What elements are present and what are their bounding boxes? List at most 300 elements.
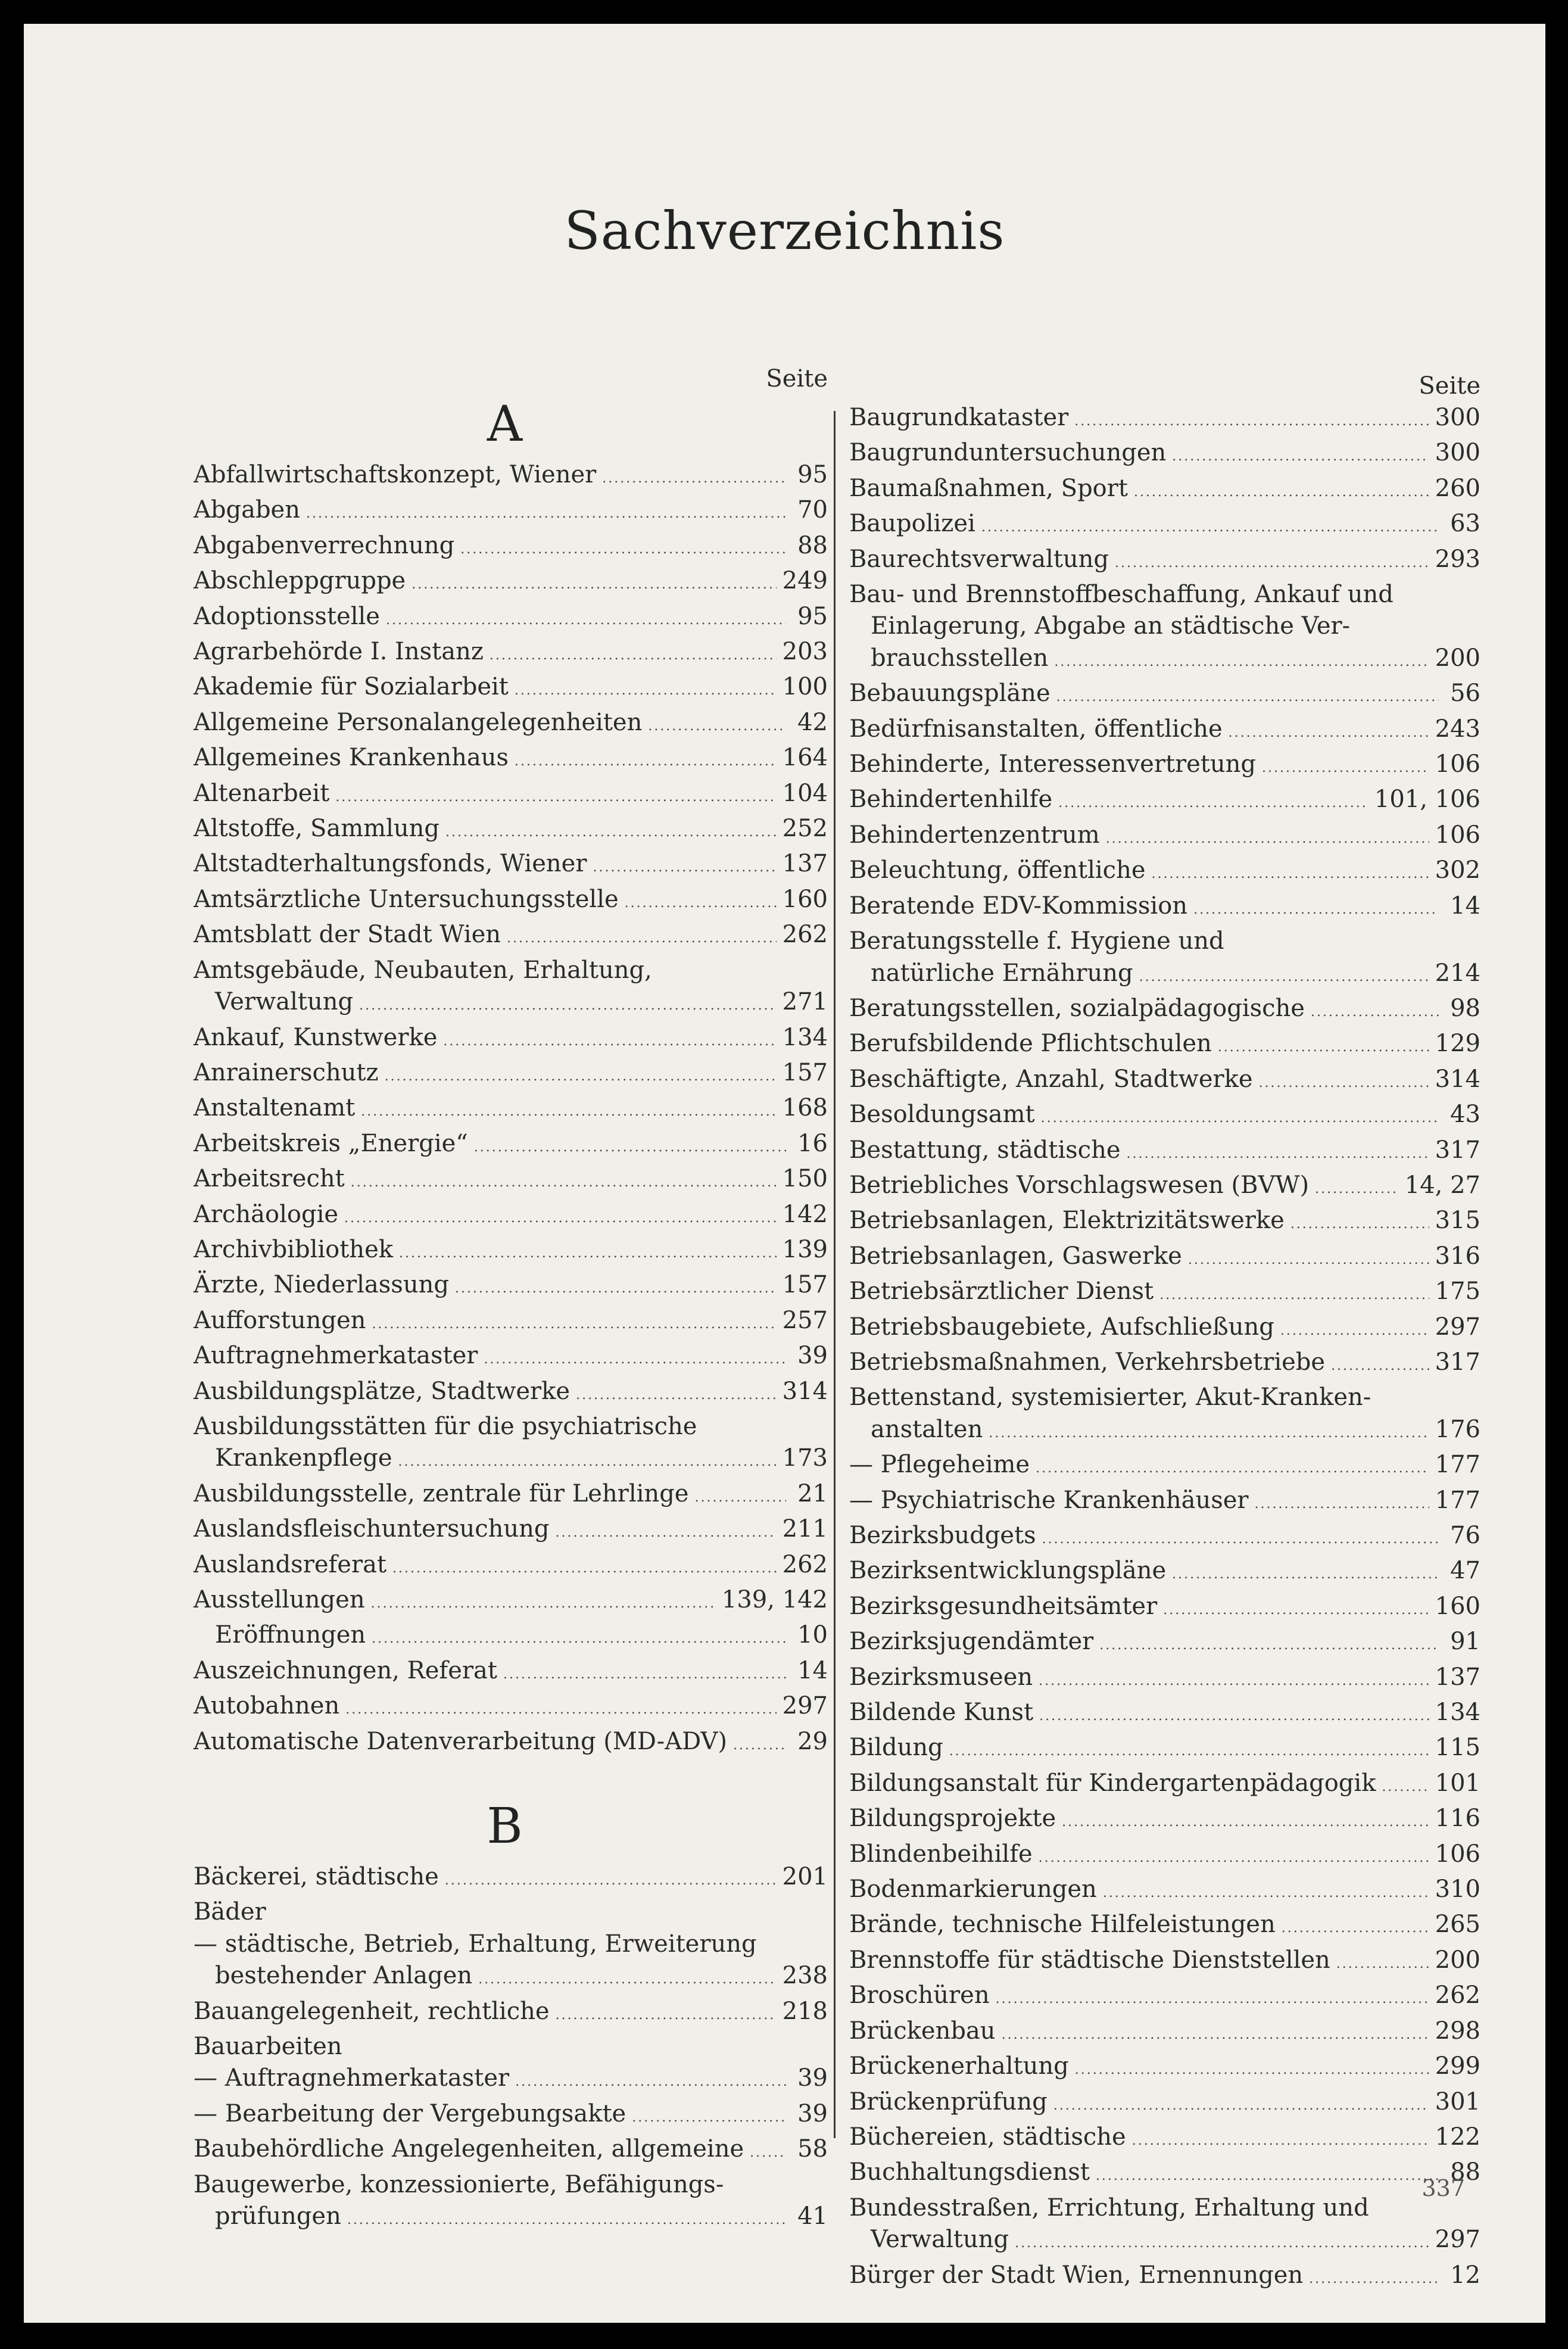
entry-page: 21 (797, 1479, 828, 1507)
entry-page: 300 (1435, 439, 1480, 467)
entry-text: Ausbildungsstelle, zentrale für Lehrlinge (194, 1479, 689, 1507)
entry-text: Baurechtsverwaltung (849, 545, 1109, 573)
leader-dots (1188, 1244, 1429, 1276)
entry-page: 265 (1435, 1911, 1480, 1939)
leader-dots (386, 605, 786, 636)
entry-page: 104 (782, 779, 828, 807)
index-entry (849, 1803, 1480, 1838)
entry-text: Bettenstand, systemisierter, Akut-Kranken- (849, 1384, 1371, 1412)
entry-page: 116 (1435, 1805, 1480, 1833)
entry-page: 200 (1435, 1946, 1480, 1974)
index-entry (194, 636, 828, 671)
entry-page: 134 (1435, 1699, 1480, 1727)
entry-page: 115 (1435, 1734, 1480, 1762)
entry-text: — städtische, Betrieb, Erhaltung, Erweiterung (194, 1930, 757, 1958)
entry-page: 211 (782, 1515, 828, 1543)
entry-page: 160 (782, 885, 828, 913)
entry-page: 157 (782, 1058, 828, 1086)
entry-text: Beratungsstellen, sozialpädagogische (849, 994, 1305, 1022)
entry-page: 301 (1435, 2088, 1480, 2116)
entry-text: Ausstellungen (194, 1586, 365, 1613)
index-entry (194, 1478, 828, 1513)
index-entry (849, 544, 1480, 579)
entry-text: Archivbibliothek (194, 1235, 393, 1263)
leader-dots (503, 1659, 786, 1690)
page-number: 337 (1422, 2175, 1465, 2201)
index-entry (194, 813, 828, 848)
entry-page: 10 (797, 1621, 828, 1649)
entry-text: Altstadterhaltungsfonds, Wiener (194, 850, 587, 878)
leader-dots (345, 1694, 776, 1725)
entry-page: 139, 142 (721, 1586, 828, 1613)
entry-text: Brände, technische Hilfeleistungen (849, 1911, 1276, 1939)
right-entries (849, 402, 1480, 2295)
entry-text: Auszeichnungen, Referat (194, 1656, 497, 1684)
entry-page: 76 (1450, 1522, 1480, 1549)
leader-dots (1172, 1559, 1439, 1590)
entry-text: — Auftragnehmerkataster (194, 2064, 510, 2092)
entry-page: 16 (797, 1129, 828, 1157)
entry-text: Bezirksgesundheitsämter (849, 1592, 1158, 1620)
index-entry (194, 1443, 828, 1478)
leader-dots (1315, 1173, 1399, 1205)
entry-text: — Pflegeheime (849, 1451, 1030, 1479)
entry-text: Betriebsärztlicher Dienst (849, 1278, 1154, 1306)
index-entry (194, 1234, 828, 1269)
index-entry (194, 1022, 828, 1057)
leader-dots (484, 1344, 786, 1375)
entry-page: 39 (797, 2099, 828, 2127)
entry-page: 137 (1435, 1663, 1480, 1691)
entry-text: brauchsstellen (871, 644, 1049, 672)
index-entry (194, 1619, 828, 1655)
entry-text: Brückenprüfung (849, 2088, 1048, 2116)
entry-page: 300 (1435, 404, 1480, 431)
entry-text: Bezirksjugendämter (849, 1628, 1094, 1656)
entry-page: 297 (1435, 1313, 1480, 1341)
leader-dots (1132, 2125, 1429, 2157)
index-entry (194, 530, 828, 565)
index-entry (849, 1241, 1480, 1276)
leader-dots (474, 1132, 786, 1163)
entry-page: 316 (1435, 1242, 1480, 1270)
entry-page: 257 (782, 1306, 828, 1334)
entry-page: 160 (1435, 1592, 1480, 1620)
entry-text: Bildungsanstalt für Kindergartenpädagogik (849, 1769, 1376, 1797)
leader-dots (478, 1964, 776, 1995)
leader-dots (515, 746, 777, 777)
index-entry (849, 2015, 1480, 2051)
index-entry (849, 1980, 1480, 2015)
column-divider (834, 411, 836, 2138)
leader-dots (1218, 1032, 1429, 1063)
index-entry (194, 742, 828, 777)
index-entry (849, 1520, 1480, 1555)
index-entry (849, 1909, 1480, 1944)
leader-dots (1262, 752, 1429, 784)
section-b-entries (194, 1861, 828, 2236)
leader-dots (1039, 1700, 1429, 1732)
index-entry (849, 855, 1480, 890)
entry-page: 175 (1435, 1278, 1480, 1306)
leader-dots (1106, 823, 1429, 855)
entry-text: Arbeitsrecht (194, 1165, 345, 1193)
leader-dots (515, 2066, 786, 2098)
entry-text: Behinderte, Interessenvertretung (849, 750, 1257, 778)
index-entry (194, 1690, 828, 1725)
leader-dots (398, 1446, 777, 1478)
leader-dots (750, 2137, 786, 2169)
entry-text: Abgabenverrechnung (194, 531, 455, 559)
entry-text: anstalten (871, 1415, 983, 1443)
entry-page: 12 (1450, 2261, 1480, 2289)
index-entry (849, 2224, 1480, 2259)
entry-page: 43 (1450, 1101, 1480, 1129)
entry-text: Buchhaltungsdienst (849, 2158, 1090, 2186)
leader-dots (556, 1517, 777, 1549)
index-entry (194, 1128, 828, 1163)
index-entry (849, 1449, 1480, 1484)
leader-dots (949, 1736, 1429, 1767)
entry-page: 14 (797, 1656, 828, 1684)
entry-text: Bauarbeiten (194, 2033, 342, 2061)
index-entry (849, 1839, 1480, 1874)
leader-dots (460, 534, 786, 565)
index-entry (849, 1697, 1480, 1732)
leader-dots (1134, 476, 1429, 508)
index-entry (849, 958, 1480, 993)
entry-page: 314 (782, 1377, 828, 1405)
entry-text: Anrainerschutz (194, 1058, 379, 1086)
leader-dots (306, 498, 786, 529)
entry-text: Bildung (849, 1734, 943, 1762)
index-entry (849, 1768, 1480, 1803)
entry-text: Brückenerhaltung (849, 2052, 1069, 2080)
entry-page: 157 (782, 1271, 828, 1299)
entry-text: Bürger der Stadt Wien, Ernennungen (849, 2261, 1304, 2289)
entry-page: 106 (1435, 1840, 1480, 1868)
entry-text: Bezirksbudgets (849, 1522, 1036, 1549)
entry-page: 314 (1435, 1065, 1480, 1093)
right-column (849, 370, 1480, 2295)
entry-text: Auslandsreferat (194, 1550, 387, 1578)
leader-dots (1115, 547, 1429, 579)
entry-page: 142 (782, 1200, 828, 1228)
page-title: Sachverzeichnis (564, 200, 1005, 261)
entry-text: Verwaltung (215, 988, 354, 1016)
index-entry (194, 2098, 828, 2133)
entry-text: Beleuchtung, öffentliche (849, 856, 1146, 884)
index-entry (849, 402, 1480, 437)
leader-dots (361, 1096, 776, 1127)
index-entry (194, 986, 828, 1021)
index-entry (849, 784, 1480, 819)
section-letter-a: A (487, 396, 523, 453)
index-entry (849, 610, 1480, 642)
entry-text: Bezirksmuseen (849, 1663, 1033, 1691)
index-entry (849, 1591, 1480, 1626)
index-entry (194, 2063, 828, 2098)
leader-dots (1309, 2263, 1439, 2295)
entry-page: 260 (1435, 474, 1480, 502)
index-entry (194, 601, 828, 636)
entry-text: Besoldungsamt (849, 1101, 1035, 1129)
index-entry (194, 1411, 828, 1443)
entry-text: Bestattung, städtische (849, 1136, 1121, 1164)
index-entry (194, 919, 828, 954)
entry-text: Baubehördliche Angelegenheiten, allgemeine (194, 2135, 744, 2163)
entry-text: Autobahnen (194, 1692, 340, 1720)
index-entry (849, 2121, 1480, 2157)
entry-page: 56 (1450, 680, 1480, 708)
index-entry (194, 1057, 828, 1092)
index-entry (849, 1555, 1480, 1590)
leader-dots (556, 1999, 777, 2031)
entry-page: 129 (1435, 1030, 1480, 1058)
leader-dots (1099, 1630, 1439, 1661)
entry-text: Betriebsbaugebiete, Aufschließung (849, 1313, 1274, 1341)
entry-page: 164 (782, 744, 828, 772)
entry-text: Bedürfnisanstalten, öffentliche (849, 715, 1223, 743)
index-entry (194, 1092, 828, 1127)
leader-dots (1039, 1665, 1429, 1697)
entry-text: Brennstoffe für städtische Dienststellen (849, 1946, 1330, 1974)
leader-dots (602, 463, 786, 494)
index-entry (849, 678, 1480, 713)
entry-text: Aufforstungen (194, 1306, 366, 1334)
leader-dots (576, 1379, 777, 1411)
index-entry (194, 1269, 828, 1304)
section-gap (194, 1761, 828, 1797)
entry-text: Bildende Kunst (849, 1699, 1034, 1727)
entry-text: Baugewerbe, konzessionierte, Befähigungs- (194, 2170, 724, 2198)
leader-dots (372, 1309, 776, 1340)
index-entry (849, 1732, 1480, 1767)
leader-dots (445, 1865, 777, 1896)
entry-text: Blindenbeihilfe (849, 1840, 1033, 1868)
index-entry (194, 884, 828, 919)
index-entry (849, 579, 1480, 610)
entry-text: Amtsärztliche Untersuchungsstelle (194, 885, 619, 913)
entry-text: Altenarbeit (194, 779, 330, 807)
index-entry (849, 1485, 1480, 1520)
leader-dots (981, 512, 1439, 543)
entry-text: Broschüren (849, 1982, 990, 2010)
index-entry (849, 820, 1480, 855)
entry-page: 134 (782, 1023, 828, 1051)
entry-page: 177 (1435, 1451, 1480, 1479)
leader-dots (593, 852, 776, 883)
index-entry (194, 2133, 828, 2169)
index-entry (849, 643, 1480, 678)
entry-page: 101 (1435, 1769, 1480, 1797)
leader-dots (445, 817, 777, 848)
entry-text: Bebauungspläne (849, 680, 1050, 708)
leader-dots (1127, 1138, 1429, 1170)
entry-text: Eröffnungen (215, 1621, 366, 1649)
entry-text: Beratende EDV-Kommission (849, 892, 1188, 920)
entry-page: 317 (1435, 1136, 1480, 1164)
leader-dots (1172, 441, 1429, 472)
index-entry (849, 1626, 1480, 1661)
index-entry (194, 1199, 828, 1234)
entry-page: 249 (782, 567, 828, 595)
leader-dots (1054, 646, 1429, 678)
entry-page: 252 (782, 815, 828, 843)
entry-page: 98 (1450, 994, 1480, 1022)
leader-dots (1075, 2054, 1429, 2086)
index-entry (194, 1960, 828, 1995)
leader-dots (1331, 1350, 1429, 1382)
entry-text: Baupolizei (849, 510, 975, 538)
entry-page: 299 (1435, 2052, 1480, 2080)
entry-text: Bäckerei, städtische (194, 1863, 439, 1891)
leader-dots (335, 781, 776, 813)
leader-dots (372, 1623, 786, 1655)
entry-text: Allgemeine Personalangelegenheiten (194, 708, 643, 736)
entry-text: Abgaben (194, 496, 300, 524)
entry-text: natürliche Ernährung (871, 959, 1133, 987)
entry-page: 39 (797, 2064, 828, 2092)
entry-page: 14, 27 (1404, 1171, 1480, 1199)
index-entry (849, 1945, 1480, 1980)
entry-text: Betriebliches Vorschlagswesen (BVW) (849, 1171, 1310, 1199)
index-entry (194, 1549, 828, 1584)
leader-dots (632, 2102, 786, 2133)
index-entry (194, 707, 828, 742)
index-entry (194, 2201, 828, 2236)
leader-dots (1039, 1842, 1429, 1874)
entry-page: 168 (782, 1094, 828, 1122)
entry-text: Bodenmarkierungen (849, 1876, 1097, 1904)
index-entry (849, 714, 1480, 749)
entry-page: 315 (1435, 1207, 1480, 1235)
entry-page: 200 (1435, 644, 1480, 672)
leader-dots (1152, 858, 1429, 890)
leader-dots (625, 887, 777, 919)
index-entry (849, 1064, 1480, 1099)
entry-text: prüfungen (215, 2202, 341, 2230)
entry-page: 14 (1450, 892, 1480, 920)
left-column (194, 363, 828, 2236)
leader-dots (1041, 1102, 1439, 1134)
entry-page: 201 (782, 1863, 828, 1891)
entry-text: Betriebsmaßnahmen, Verkehrsbetriebe (849, 1348, 1326, 1376)
leader-dots (996, 1983, 1429, 2015)
index-entry (194, 1340, 828, 1375)
seite-label-right: Seite (1419, 372, 1480, 400)
entry-text: Betriebsanlagen, Elektrizitätswerke (849, 1207, 1285, 1235)
entry-text: Bezirksentwicklungspläne (849, 1557, 1167, 1585)
entry-text: Agrarbehörde I. Instanz (194, 638, 484, 666)
leader-dots (455, 1273, 777, 1304)
index-entry (849, 1276, 1480, 1311)
entry-text: Anstaltenamt (194, 1094, 356, 1122)
entry-text: Baugrunduntersuchungen (849, 439, 1167, 467)
entry-page: 70 (797, 496, 828, 524)
entry-text: Archäologie (194, 1200, 339, 1228)
entry-page: 39 (797, 1342, 828, 1370)
entry-page: 293 (1435, 545, 1480, 573)
entry-page: 47 (1450, 1557, 1480, 1585)
entry-text: Bau- und Brennstoffbeschaffung, Ankauf und (849, 581, 1394, 609)
entry-page: 298 (1435, 2017, 1480, 2045)
entry-text: Ankauf, Kunstwerke (194, 1023, 438, 1051)
index-entry (849, 926, 1480, 957)
leader-dots (1042, 1524, 1439, 1555)
entry-page: 106 (1435, 750, 1480, 778)
entry-text: Krankenpflege (215, 1444, 392, 1472)
index-entry (194, 565, 828, 600)
index-entry (194, 1376, 828, 1411)
entry-page: 58 (797, 2135, 828, 2163)
index-entry (194, 494, 828, 529)
leader-dots (1290, 1208, 1429, 1240)
leader-dots (1280, 1315, 1429, 1347)
leader-dots (1036, 1453, 1429, 1484)
entry-text: Automatische Datenverarbeitung (MD-ADV) (194, 1727, 727, 1755)
entry-text: Einlagerung, Abgabe an städtische Ver- (871, 612, 1351, 640)
leader-dots (392, 1553, 777, 1584)
entry-text: Beratungsstelle f. Hygiene und (849, 927, 1224, 955)
entry-text: Altstoffe, Sammlung (194, 815, 439, 843)
leader-dots (1193, 894, 1439, 926)
entry-text: Bundesstraßen, Errichtung, Erhaltung und (849, 2194, 1369, 2222)
entry-text: Amtsgebäude, Neubauten, Erhaltung, (194, 956, 652, 984)
entry-text: bestehender Anlagen (215, 1962, 473, 1990)
entry-page: 317 (1435, 1348, 1480, 1376)
entry-page: 42 (797, 708, 828, 736)
section-letter-b: B (487, 1798, 523, 1855)
entry-text: Ausbildungsplätze, Stadtwerke (194, 1377, 571, 1405)
leader-dots (344, 1202, 777, 1234)
leader-dots (1002, 2019, 1429, 2051)
entry-text: Ausbildungsstätten für die psychiatrische (194, 1412, 697, 1440)
entry-text: Allgemeines Krankenhaus (194, 744, 509, 772)
index-entry (849, 508, 1480, 543)
entry-page: 203 (782, 638, 828, 666)
index-entry (849, 2086, 1480, 2121)
entry-page: 88 (1450, 2158, 1480, 2186)
entry-page: 122 (1435, 2123, 1480, 2151)
leader-dots (1311, 996, 1439, 1028)
index-entry (194, 2169, 828, 2201)
entry-text: Behindertenzentrum (849, 821, 1100, 849)
entry-page: 139 (782, 1235, 828, 1263)
entry-text: Verwaltung (871, 2226, 1009, 2254)
index-entry (849, 749, 1480, 784)
entry-page: 41 (797, 2202, 828, 2230)
entry-page: 297 (1435, 2226, 1480, 2254)
entry-page: 137 (782, 850, 828, 878)
index-entry (194, 1861, 828, 1896)
entry-page: 150 (782, 1165, 828, 1193)
entry-text: Adoptionsstelle (194, 602, 380, 630)
index-entry (194, 1655, 828, 1690)
index-entry (849, 2192, 1480, 2224)
entry-page: 214 (1435, 959, 1480, 987)
index-entry (849, 2157, 1480, 2192)
leader-dots (1255, 1488, 1429, 1520)
leader-dots (1103, 1877, 1429, 1909)
leader-dots (371, 1588, 716, 1619)
leader-dots (989, 1418, 1429, 1449)
entry-page: 262 (782, 1550, 828, 1578)
leader-dots (412, 569, 776, 600)
entry-page: 218 (782, 1997, 828, 2025)
entry-page: 238 (782, 1962, 828, 1990)
leader-dots (733, 1730, 786, 1761)
